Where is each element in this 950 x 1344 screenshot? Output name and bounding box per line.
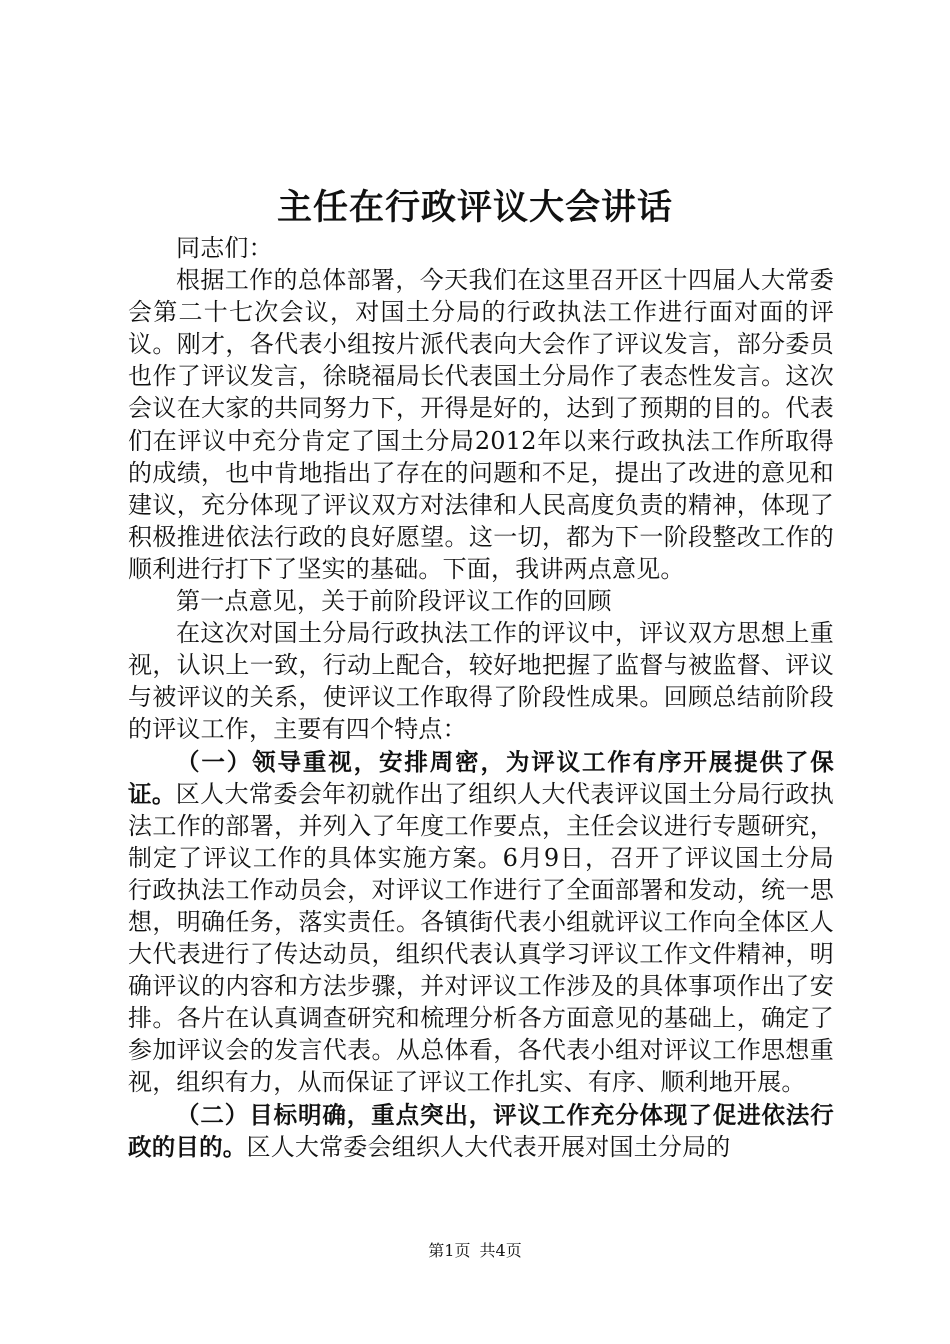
document-title: 主任在行政评议大会讲话	[276, 188, 673, 228]
paragraph-text: 根据工作的总体部署，今天我们在这里召开区十四届人大常委会第二十七次会议，对国土分局的行政执法工作进行面对面的评议。刚才，各代表小组按片派代表向大会作了评议发言，部分委员也作了评议发言，徐晓福局长代表国土分局作了表态性发言。这次会议在大家的共同努力下，开得是好的，达到了预期的目的。代表们在评议中充分肯定了国土分局2012年以来行政执法工作所取得的成绩，也中肯地指出了存在的问题和不足，提出了改进的意见和建议，充分体现了评议双方对法律和人民高度负责的精神，体现了积极推进依法行政的良好愿望。这一切，都为下一阶段整改工作的顺利进行打下了坚实的基础。下面，我讲两点意见。	[128, 266, 834, 583]
page-number: 第1页	[428, 1241, 471, 1260]
page-footer	[0, 1240, 950, 1262]
paragraph-text: 区人大常委会组织人大代表开展对国土分局的	[246, 1132, 731, 1161]
paragraph-2	[128, 617, 834, 745]
salutation: 同志们：	[176, 234, 273, 262]
paragraph-lead: （一）领导重视，安排周密，为评议工作有序开展提供了保证。	[128, 747, 834, 808]
section-heading-1	[128, 585, 834, 617]
document-body	[128, 232, 834, 1163]
paragraph-lead: （二）目标明确，重点突出，评议工作充分体现了促进依法行政的目的。	[128, 1100, 834, 1161]
paragraph-1	[128, 264, 834, 585]
paragraph-text: 在这次对国土分局行政执法工作的评议中，评议双方思想上重视，认识上一致，行动上配合，较好地把握了监督与被监督、评议与被评议的关系，使评议工作取得了阶段性成果。回顾总结前阶段的评议工作，主要有四个特点：	[128, 619, 834, 744]
paragraph-4	[128, 1099, 834, 1163]
page-total: 共4页	[479, 1241, 522, 1260]
paragraph-text: 区人大常委会年初就作出了组织人大代表评议国土分局行政执法工作的部署，并列入了年度工作要点，主任会议进行专题研究，制定了评议工作的具体实施方案。6月9日，召开了评议国土分局行政执法工作动员会，对评议工作进行了全面部署和发动，统一思想，明确任务，落实责任。各镇街代表小组就评议工作向全体区人大代表进行了传达动员，组织代表认真学习评议工作文件精神，明确评议的内容和方法步骤，并对评议工作涉及的具体事项作出了安排。各片在认真调查研究和梳理分析各方面意见的基础上，确定了参加评议会的发言代表。从总体看，各代表小组对评议工作思想重视，组织有力，从而保证了评议工作扎实、有序、顺利地开展。	[128, 779, 834, 1097]
paragraph-3	[128, 746, 834, 1099]
paragraph-text: 第一点意见，关于前阶段评议工作的回顾	[176, 587, 612, 616]
